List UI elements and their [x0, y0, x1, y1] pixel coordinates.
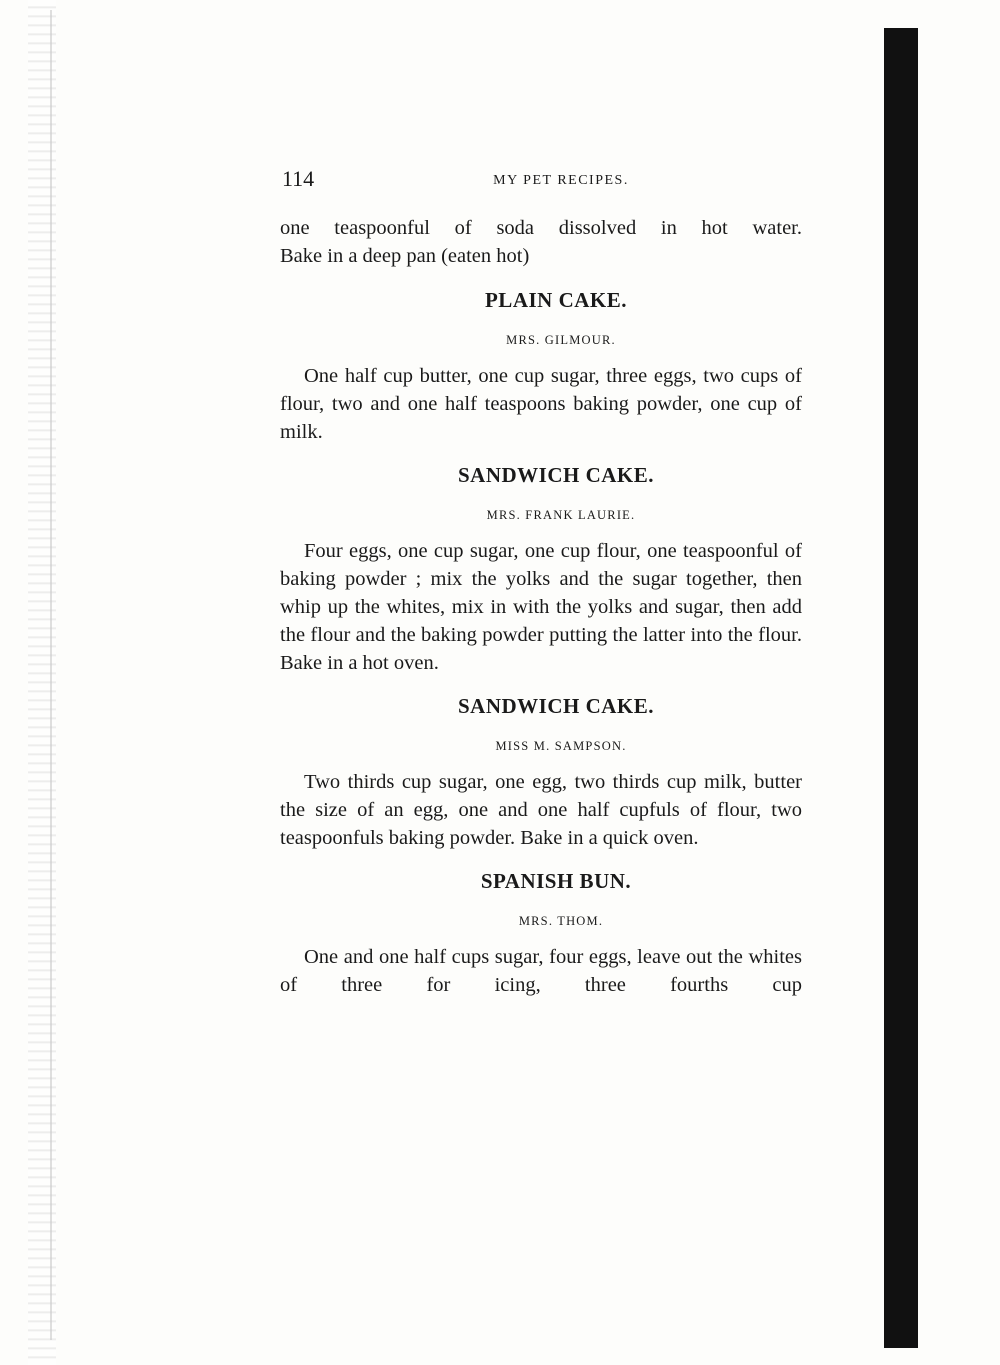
intro-line-1: one teaspoonful of soda dissolved in hot water. [280, 217, 802, 239]
recipe-author: MRS. GILMOUR. [506, 333, 616, 347]
recipe-text: One and one half cups sugar, four eggs, leave out the whites of three for icing, three fourths cup [280, 946, 802, 996]
book-page [280, 0, 802, 1365]
page-content [280, 214, 802, 999]
recipe-title: SANDWICH CAKE. [457, 463, 655, 487]
running-title: MY PET RECIPES. [493, 173, 629, 188]
intro-line-2: Bake in a deep pan (eaten hot) [280, 245, 530, 267]
recipe-text: Two thirds cup sugar, one egg, two thirds cup milk, butter the size of an egg, one and one half cupfuls of flour, two teaspoonfuls baking powder. Bake in a quick oven. [280, 771, 802, 849]
recipe-author: MISS M. SAMPSON. [495, 739, 627, 753]
page-number: 114 [282, 166, 315, 191]
scan-border-bar [884, 28, 918, 1348]
recipe-title: SANDWICH CAKE. [457, 694, 655, 718]
recipe-title: PLAIN CAKE. [484, 288, 627, 312]
recipe-text: Four eggs, one cup sugar, one cup flour, one teaspoonful of baking powder ; mix the yolks and the sugar together, then whip up the whites, mix in with the yolks and sugar, then add the flour and the baking powder putting the latter into the flour. Bake in a hot oven. [280, 540, 802, 674]
recipe-title: SPANISH BUN. [480, 869, 632, 893]
page-header [280, 166, 802, 196]
recipe-text: One half cup butter, one cup sugar, three eggs, two cups of flour, two and one half teaspoons baking powder, one cup of milk. [280, 365, 802, 443]
recipe-author: MRS. FRANK LAURIE. [486, 508, 636, 522]
gutter-line [50, 10, 52, 1340]
recipe-author: MRS. THOM. [518, 914, 604, 928]
